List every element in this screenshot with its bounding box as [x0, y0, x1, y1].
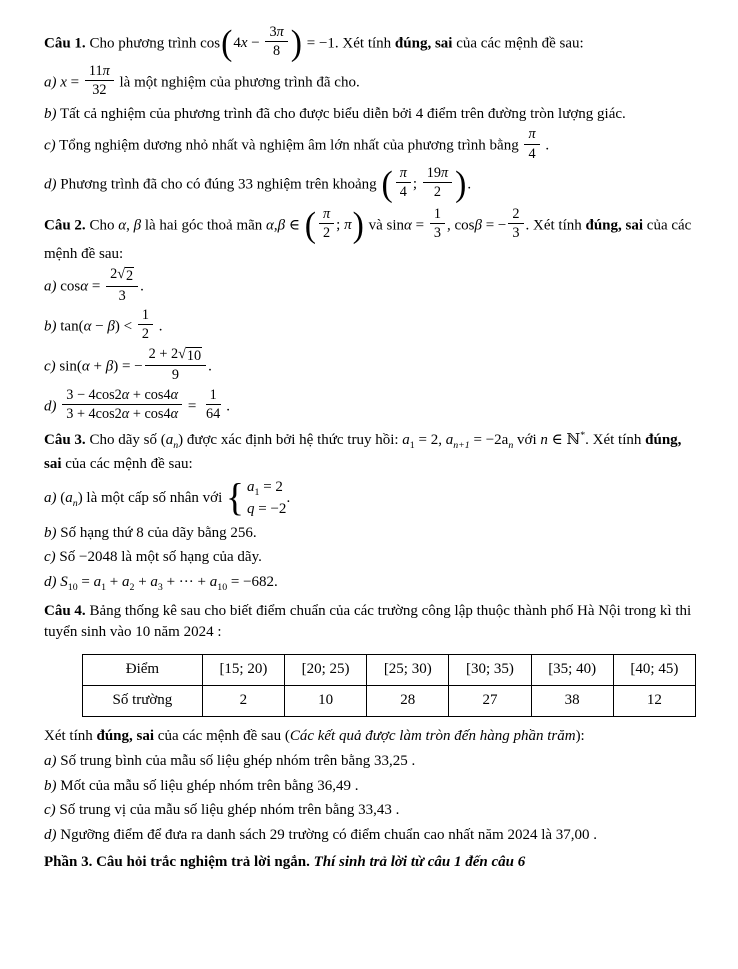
math-variable: α [118, 217, 127, 234]
math-variable: α [404, 217, 412, 234]
bold-text: đúng, sai [44, 432, 682, 472]
math-variable: β [105, 358, 114, 375]
math-variable: a [122, 574, 130, 591]
fraction-denominator: 3 [433, 225, 441, 242]
italic-text: a) [44, 74, 57, 91]
italic-text: b) [44, 777, 57, 794]
fraction-numerator: 2 √ 2 [106, 266, 138, 286]
math-variable: S [60, 574, 68, 591]
subscript: n [173, 440, 179, 452]
question-4-note: Xét tính đúng, sai của các mệnh đề sau (Các kết quả được làm tròn đến hàng phần trăm): [44, 728, 585, 745]
table-cell-count-1: 2 [202, 686, 284, 717]
table-row [83, 686, 696, 717]
fraction-numerator: 1 [138, 307, 153, 325]
parentheses-group [304, 205, 365, 245]
italic-text: a) [44, 490, 57, 507]
bold-text: đúng, sai [585, 217, 644, 234]
question-2-intro: Câu 2. Cho α, β là hai góc thoả mãn α,β ∈ ( $\frac{\pi}{2}$ ; π ) và sinα = $\frac{1}{3}$ , cosβ = − $\frac{2}{3}$ . Xét tính đúng, sai của các mệnh đề sau: [44, 205, 692, 262]
math-variable: π [399, 165, 407, 181]
math-variable: a [402, 432, 410, 449]
bold-text: Câu 3. [44, 432, 86, 449]
math-variable: α [170, 405, 179, 422]
fraction [317, 206, 336, 242]
question-2-statement-b: b) tan(α − β) < $\frac{1}{2}$ . [44, 307, 163, 343]
bold-text: Phần 3. Câu hỏi trắc nghiệm trả lời ngắn. [44, 853, 314, 870]
bold-text: Câu 1. [44, 35, 86, 52]
question-4-intro: Câu 4. Bảng thống kê sau cho biết điểm chuẩn của các trường công lập thuộc thành phố Hà Nội trong kì thi tuyển sinh vào 10 năm 2024 : [44, 602, 692, 641]
paren-content: $\frac{\pi}{4}$ ; $\frac{19\pi}{2}$ [394, 167, 454, 203]
fraction-denominator: 2 [141, 326, 149, 343]
fraction-denominator: 3 [118, 287, 126, 304]
italic-text: d) [44, 397, 57, 414]
italic-text: c) [44, 137, 56, 154]
fraction-numerator: 3π [265, 24, 287, 42]
table-cell-count-3: 28 [367, 686, 449, 717]
subscript: n+1 [453, 440, 470, 452]
math-variable: a [445, 432, 454, 449]
left-paren: ( [221, 24, 233, 63]
table-cell-count-5: 38 [531, 686, 613, 717]
question-3-statement-a: a) $(a_n)$ là một cấp số nhân với { $a_1 = 2$ q = −2 . [44, 477, 291, 521]
fraction [506, 206, 525, 242]
italic-text: a) [44, 278, 57, 295]
math-variable: π [344, 216, 352, 233]
table-row [83, 655, 696, 686]
subscript: 1 [409, 440, 415, 452]
fraction-numerator [396, 165, 411, 183]
bold-text: Câu 2. [44, 217, 86, 234]
radical-sign: √ [117, 266, 126, 283]
math-variable: n [540, 432, 548, 449]
math-variable: a [209, 574, 218, 591]
sqrt-radical [117, 267, 134, 284]
italic-text: c) [44, 358, 56, 375]
math-variable: π [102, 62, 110, 79]
question-4-statement-b: b) Mốt của mẫu số liệu ghép nhóm trên bằng 36,49 . [44, 777, 359, 794]
math-variable: x [60, 74, 67, 91]
parentheses-group [380, 167, 467, 203]
italic-text: d) [44, 827, 57, 844]
fraction-denominator: 9 [171, 367, 179, 384]
question-1-statement-c: c) Tổng nghiệm dương nhỏ nhất và nghiệm âm lớn nhất của phương trình bằng $\frac{\pi}{4}$ . [44, 126, 550, 162]
subscript: 1 [254, 487, 260, 499]
table-cell-interval-3: [25; 30) [367, 655, 449, 686]
math-variable: β [107, 318, 115, 335]
math-variable: α [266, 217, 274, 234]
fraction [522, 126, 541, 162]
italic-text: Các kết quả được làm tròn đến hàng phần trăm [289, 728, 576, 745]
question-4-statement-d: d) Ngưỡng điểm để đưa ra danh sách 29 trường có điểm chuẩn cao nhất năm 2024 là 37,00 . [44, 827, 598, 844]
math-variable: α [80, 278, 89, 295]
italic-text: a) [44, 752, 57, 769]
superscript: * [580, 430, 586, 442]
question-1-statement-d: d) Phương trình đã cho có đúng 33 nghiệm trên khoảng ( $\frac{\pi}{4}$ ; $\frac{19\pi}{2}$ ) . [44, 165, 472, 204]
table-cell-count-2: 10 [285, 686, 367, 717]
math-variable: π [528, 126, 536, 143]
italic-text: d) [44, 574, 57, 591]
fraction-denominator: 4 [399, 184, 407, 201]
math-variable: α [83, 318, 92, 335]
table-cell-count-4: 27 [449, 686, 531, 717]
question-3-intro: Câu 3. Cho dãy số $(a_n)$ được xác định bởi hệ thức truy hồi: $a_1 = 2$, $a_{n+1} = -2a_n$ với n ∈ ℕ*. Xét tính đúng, sai của các mệnh đề sau: [44, 430, 682, 472]
bold-text: đúng, sai [394, 35, 453, 52]
fraction [136, 307, 155, 343]
math-variable: x [240, 35, 248, 51]
math-variable: β [277, 217, 286, 234]
fraction-denominator: 3 [512, 225, 520, 242]
math-variable: α [81, 358, 90, 375]
math-variable: π [276, 24, 284, 40]
fraction-numerator: 2 + 2 √ 10 [145, 346, 207, 366]
question-4-statement-c: c) Số trung vị của mẫu số liệu ghép nhóm trên bằng 33,43 . [44, 802, 400, 819]
bold-text: Câu 4. [44, 602, 86, 619]
question-2-statement-d: d) $\frac{3 - 4\cos 2\alpha + \cos 4\alpha}{3 + 4\cos 2\alpha + \cos 4\alpha}$ = $\frac{1}{64}$ . [44, 386, 231, 422]
table-header-so-truong: Số trường [83, 686, 203, 717]
parentheses-group [220, 26, 303, 62]
part-3-heading [44, 852, 696, 874]
italic-text: b) [44, 318, 57, 335]
sqrt-radical [178, 347, 202, 364]
right-paren: ) [290, 24, 302, 63]
math-variable: β [474, 217, 482, 234]
question-1-intro: Câu 1. Cho phương trình cos ( 4 x − $\frac{3\pi}{8}$ ) = −1. Xét tính đúng, sai của các mệnh đề sau: [44, 24, 584, 63]
question-2-statement-a: a) cosα = 2 √ 2 3 . [44, 266, 144, 304]
math-variable: α [121, 405, 130, 422]
left-brace: { [226, 477, 245, 521]
subscript: n [72, 498, 78, 510]
fraction-numerator: 1 [430, 206, 445, 224]
math-variable: a [150, 574, 158, 591]
fraction-numerator: 2 [508, 206, 523, 224]
fraction-numerator: 3 − 4cos2α + cos4α [62, 387, 182, 405]
fraction [263, 24, 289, 60]
italic-text: d) [44, 176, 57, 193]
paren-content: 4 x − $\frac{3\pi}{8}$ [233, 26, 289, 62]
subscript: 10 [217, 582, 228, 594]
fraction-denominator: 3 + 4cos2α + cos4α [66, 405, 179, 422]
left-paren: ( [304, 205, 316, 245]
subscript: 3 [157, 582, 163, 594]
fraction [200, 387, 226, 423]
fraction-denominator: 4 [528, 145, 536, 162]
fraction [60, 387, 184, 423]
fraction-numerator [524, 126, 539, 144]
math-variable: a [165, 432, 174, 449]
fraction [428, 206, 447, 242]
cases-group [226, 478, 286, 519]
question-3-statement-d: d) $S_{10} = a_1 + a_2 + a_3$ + ··· + $a_{10} = -682$. [44, 574, 278, 594]
cases-lines [244, 478, 286, 519]
italic-text: b) [44, 524, 57, 541]
question-2-statement-c: c) sin(α + β) = − 2 + 2 √ 10 9 . [44, 345, 212, 384]
fraction-numerator: 1 [206, 387, 221, 405]
case-line: q = −2 [247, 501, 287, 518]
math-variable: π [441, 165, 449, 181]
italic-text: c) [44, 802, 56, 819]
subscript: 10 [67, 582, 78, 594]
italic-text: b) [44, 105, 57, 122]
fraction [104, 266, 140, 304]
question-4-statement-a: a) Số trung bình của mẫu số liệu ghép nhóm trên bằng 33,25 . [44, 752, 416, 769]
fraction-denominator: 2 [323, 225, 331, 242]
subscript: n [508, 440, 514, 452]
bold-text: đúng, sai [96, 728, 155, 745]
table-cell-interval-6: [40; 45) [613, 655, 695, 686]
table-cell-interval-2: [20; 25) [285, 655, 367, 686]
table-header-diem: Điểm [83, 655, 203, 686]
math-variable: a [93, 574, 102, 591]
subscript: 1 [101, 582, 107, 594]
fraction-denominator: 2 [433, 184, 441, 201]
table-cell-interval-5: [35; 40) [531, 655, 613, 686]
fraction-numerator: 11π [85, 63, 114, 81]
math-variable: a [247, 479, 255, 496]
right-paren: ) [352, 205, 364, 245]
fraction-denominator: 32 [92, 82, 107, 99]
table-cell-count-6: 12 [613, 686, 695, 717]
math-variable: α [121, 386, 130, 403]
fraction-denominator: 8 [273, 43, 281, 60]
fraction-denominator: 64 [206, 405, 221, 422]
question-3-statement-b: b) Số hạng thứ 8 của dãy bằng 256. [44, 524, 257, 541]
right-paren: ) [455, 165, 467, 204]
question-1-statement-a: a) x = $\frac{11\pi}{32}$ là một nghiệm của phương trình đã cho. [44, 62, 360, 99]
fraction-numerator [319, 206, 334, 224]
fraction [394, 165, 413, 201]
table-cell-interval-4: [30; 35) [449, 655, 531, 686]
case-line: $a_1 = 2$ [247, 479, 283, 499]
fraction-numerator: 19π [423, 165, 452, 183]
math-variable: α [170, 386, 179, 403]
italic-text: c) [44, 549, 56, 566]
left-paren: ( [381, 165, 393, 204]
math-variable: q [247, 501, 255, 518]
fraction [421, 165, 454, 201]
bold-italic-text: Thí sinh trả lời từ câu 1 đến câu 6 [313, 853, 526, 870]
math-variable: a [65, 490, 73, 507]
table-cell-interval-1: [15; 20) [202, 655, 284, 686]
radicand: 2 [126, 268, 134, 285]
math-variable: π [323, 205, 331, 222]
paren-content: $\frac{\pi}{2}$ ; π [317, 208, 352, 244]
math-variable: β [133, 217, 142, 234]
score-frequency-table [82, 654, 696, 717]
radicand: 10 [186, 347, 202, 364]
question-1-statement-b: b) Tất cả nghiệm của phương trình đã cho được biểu diễn bởi 4 điểm trên đường tròn lượng giác. [44, 105, 626, 122]
fraction [83, 63, 116, 99]
question-3-statement-c: c) Số −2048 là một số hạng của dãy. [44, 549, 262, 566]
subscript: 2 [129, 582, 135, 594]
radical-sign: √ [178, 345, 186, 362]
fraction [143, 346, 209, 384]
